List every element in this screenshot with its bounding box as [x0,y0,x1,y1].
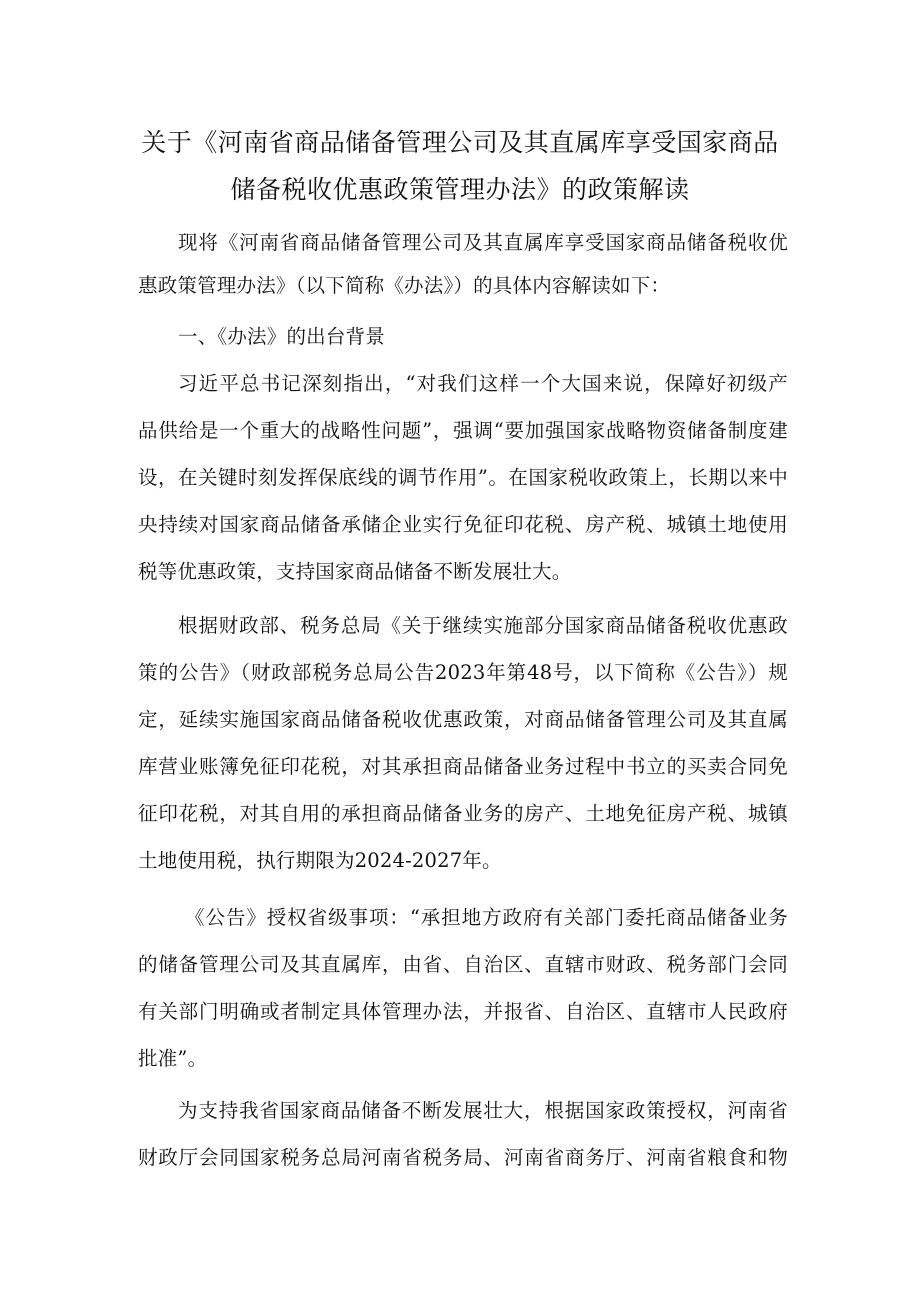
intro-line-2: 惠政策管理办法》（以下简称《办法》）的具体内容解读如下： [138,274,671,297]
para3-line-3: 有关部门明确或者制定具体管理办法，并报省、自治区、直辖市人民政府 [138,1000,788,1023]
document-title-line-1: 关于《河南省商品储备管理公司及其直属库享受国家商品 [141,128,779,157]
para2-line-3: 定，延续实施国家商品储备税收优惠政策，对商品储备管理公司及其直属 [138,708,788,731]
para2-line-2: 策的公告》（财政部税务总局公告2023年第48号，以下简称《公告》）规 [138,661,788,684]
para3-line-4: 批准”。 [138,1047,208,1070]
para2-line-4: 库营业账簿免征印花税，对其承担商品储备业务过程中书立的买卖合同免 [138,755,788,778]
para2-line-5: 征印花税，对其自用的承担商品储备业务的房产、土地免征房产税、城镇 [138,802,788,825]
para1-line-2: 品供给是一个重大的战略性问题”，强调“要加强国家战略物资储备制度建 [138,419,788,442]
para1-line-3: 设，在关键时刻发挥保底线的调节作用”。在国家税收政策上，长期以来中 [138,466,788,489]
para2-line-1: 根据财政部、税务总局《关于继续实施部分国家商品储备税收优惠政 [178,614,788,637]
para4-line-1: 为支持我省国家商品储备不断发展壮大，根据国家政策授权，河南省 [178,1099,788,1122]
para3-line-1: 《公告》授权省级事项：“承担地方政府有关部门委托商品储备业务 [185,906,788,929]
para1-line-5: 税等优惠政策，支持国家商品储备不断发展壮大。 [138,560,572,583]
para4-line-2: 财政厅会同国家税务总局河南省税务局、河南省商务厅、河南省粮食和物 [138,1146,788,1169]
document-title-line-2: 储备税收优惠政策管理办法》的政策解读 [230,175,690,204]
para1-line-1: 习近平总书记深刻指出，“对我们这样一个大国来说，保障好初级产 [178,372,788,395]
para3-line-2: 的储备管理公司及其直属库，由省、自治区、直辖市财政、税务部门会同 [138,953,788,976]
section-heading: 一、《办法》的出台背景 [178,325,385,348]
intro-line-1: 现将《河南省商品储备管理公司及其直属库享受国家商品储备税收优 [178,231,788,254]
para1-line-4: 央持续对国家商品储备承储企业实行免征印花税、房产税、城镇土地使用 [138,513,788,536]
para2-line-6: 土地使用税，执行期限为2024-2027年。 [138,849,502,872]
